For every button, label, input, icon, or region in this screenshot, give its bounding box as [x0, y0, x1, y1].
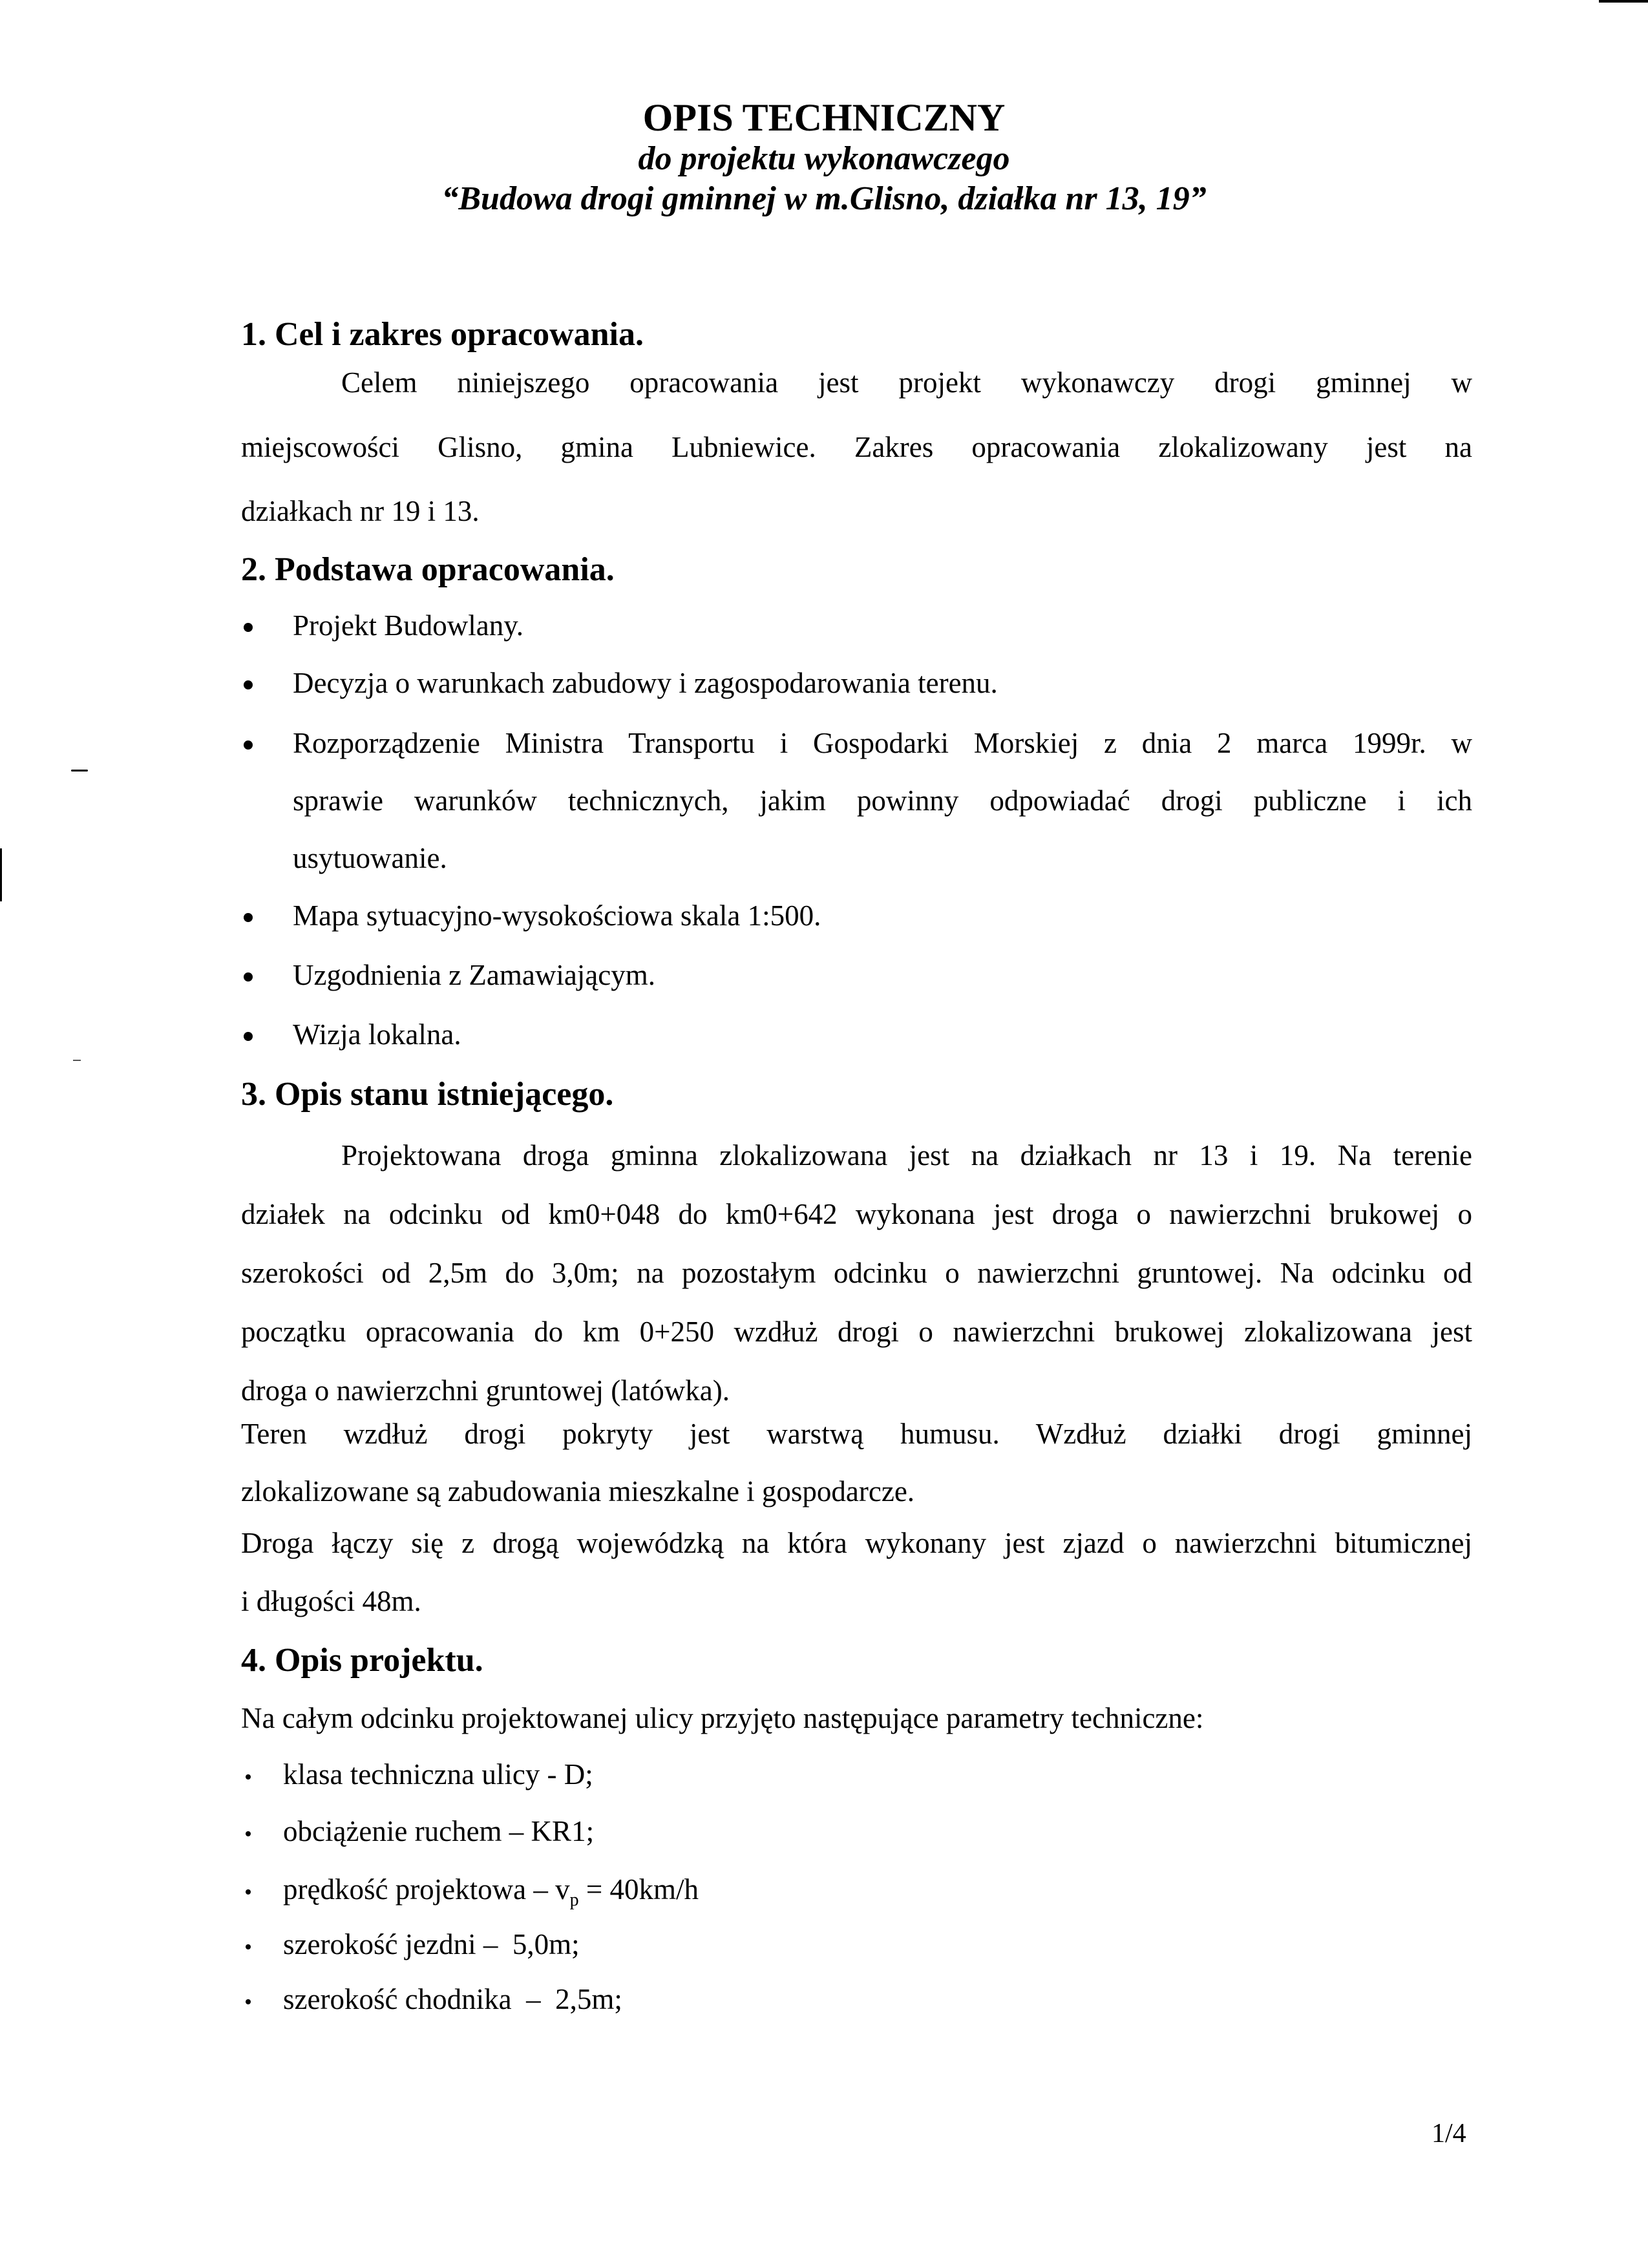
title-block — [0, 96, 1648, 220]
document-title: OPIS TECHNICZNY — [642, 96, 1006, 139]
paragraph-line: początku opracowania do km 0+250 wzdłuż drogi o nawierzchni brukowej zlokalizowana jest — [241, 1316, 1472, 1348]
section-4-intro: Na całym odcinku projektowanej ulicy przyjęto następujące parametry techniczne: — [241, 1702, 1204, 1734]
paragraph-line: miejscowości Glisno, gmina Lubniewice. Zakres opracowania zlokalizowany jest na — [241, 431, 1472, 463]
paragraph-line: droga o nawierzchni gruntowej (latówka). — [241, 1374, 730, 1407]
scan-artifact-margin-mark — [71, 770, 88, 772]
section-4-heading: 4. Opis projektu. — [241, 1642, 483, 1679]
bullet-icon — [246, 1774, 251, 1780]
paragraph-line: działek na odcinku od km0+048 do km0+642 wykonana jest droga o nawierzchni brukowej o — [241, 1198, 1472, 1230]
paragraph-line: szerokości od 2,5m do 3,0m; na pozostałym odcinku o nawierzchni gruntowej. Na odcinku od — [241, 1257, 1472, 1289]
paragraph-line: działkach nr 19 i 13. — [241, 495, 480, 527]
paragraph-line: Celem niniejszego opracowania jest projekt wykonawczy drogi gminnej w — [341, 366, 1472, 399]
bullet-icon — [246, 1999, 251, 2004]
paragraph-line: Projektowana droga gminna zlokalizowana jest na działkach nr 13 i 19. Na terenie — [341, 1139, 1472, 1171]
scan-artifact-top-edge — [1599, 0, 1648, 3]
section-1-heading: 1. Cel i zakres opracowania. — [241, 316, 644, 353]
bullet-icon — [246, 1889, 251, 1895]
project-name: “Budowa drogi gminnej w m.Glisno, działka nr 13, 19” — [441, 180, 1207, 217]
bullet-icon — [244, 913, 253, 922]
bullet-icon — [244, 1032, 253, 1041]
bullet-icon — [244, 680, 253, 689]
paragraph-line: Teren wzdłuż drogi pokryty jest warstwą humusu. Wzdłuż działki drogi gminnej — [241, 1418, 1472, 1450]
bullet-icon — [244, 623, 253, 632]
bullet-icon — [244, 740, 253, 750]
bullet-icon — [246, 1944, 251, 1949]
scan-artifact-left-bar — [0, 848, 2, 901]
paragraph-line: zlokalizowane są zabudowania mieszkalne i gospodarcze. — [241, 1475, 915, 1507]
bullet-icon — [244, 972, 253, 982]
section-3-heading: 3. Opis stanu istniejącego. — [241, 1076, 614, 1113]
paragraph-line: i długości 48m. — [241, 1585, 421, 1617]
section-2-heading: 2. Podstawa opracowania. — [241, 551, 615, 588]
scan-artifact-margin-mark — [73, 1060, 81, 1061]
page-number: 1/4 — [1431, 2119, 1466, 2148]
document-subtitle: do projektu wykonawczego — [638, 140, 1010, 177]
bullet-icon — [246, 1831, 251, 1836]
document-page: OPIS TECHNICZNY do projektu wykonawczego “Budowa drogi gminnej w m.Glisno, działka nr 13, 19” 1. Cel i zakres opracowania. Celem niniejszego opracowania jest projekt wykonawczy drogi gminnej w miejscowości Glisno, gmina Lubniewice. Zakres opracowania zlokalizowany jest na działkach nr 19 i 13. 2. Podstawa opracowania. Projekt Budowlany. Decyzja o warunkach zabudowy i zagospodarowania terenu. Rozporządzenie Ministra Transportu i Gospodarki Morskiej z dnia 2 marca 1999r. w sprawie warunków technicznych, jakim powinny odpowiadać drogi publiczne i ich usytuowanie. Mapa sytuacyjno-wysokościowa skala 1:500. Uzgodnienia z Zamawiającym. Wizja lokalna. 3. Opis stanu istniejącego. Projektowana droga gminna zlokalizowana jest na działkach nr 13 i 19. Na terenie działek na odcinku od km0+048 do km0+642 wykonana jest droga o nawierzchni brukowej o szerokości od 2,5m do 3,0m; na pozostałym odcinku o nawierzchni gruntowej. Na odcinku od początku opracowania do km 0+250 wzdłuż drogi o nawierzchni brukowej zlokalizowana jest droga o nawierzchni gruntowej (latówka). Teren wzdłuż drogi pokryty jest warstwą humusu. Wzdłuż działki drogi gminnej zlokalizowane są zabudowania mieszkalne i gospodarcze. Droga łączy się z drogą wojewódzką na która wykonany jest zjazd o nawierzchni bitumicznej i długości 48m. 4. Opis projektu. Na całym odcinku projektowanej ulicy przyjęto następujące parametry techniczne: klasa techniczna ulicy - D; obciążenie ruchem – KR1; prędkość projektowa – $v_p = 40km/h$ szerokość jezdni – 5,0m; szerokość chodnika – 2,5m; 1/4 — [0, 0, 1648, 2268]
paragraph-line: Droga łączy się z drogą wojewódzką na która wykonany jest zjazd o nawierzchni bitumicznej — [241, 1527, 1472, 1559]
